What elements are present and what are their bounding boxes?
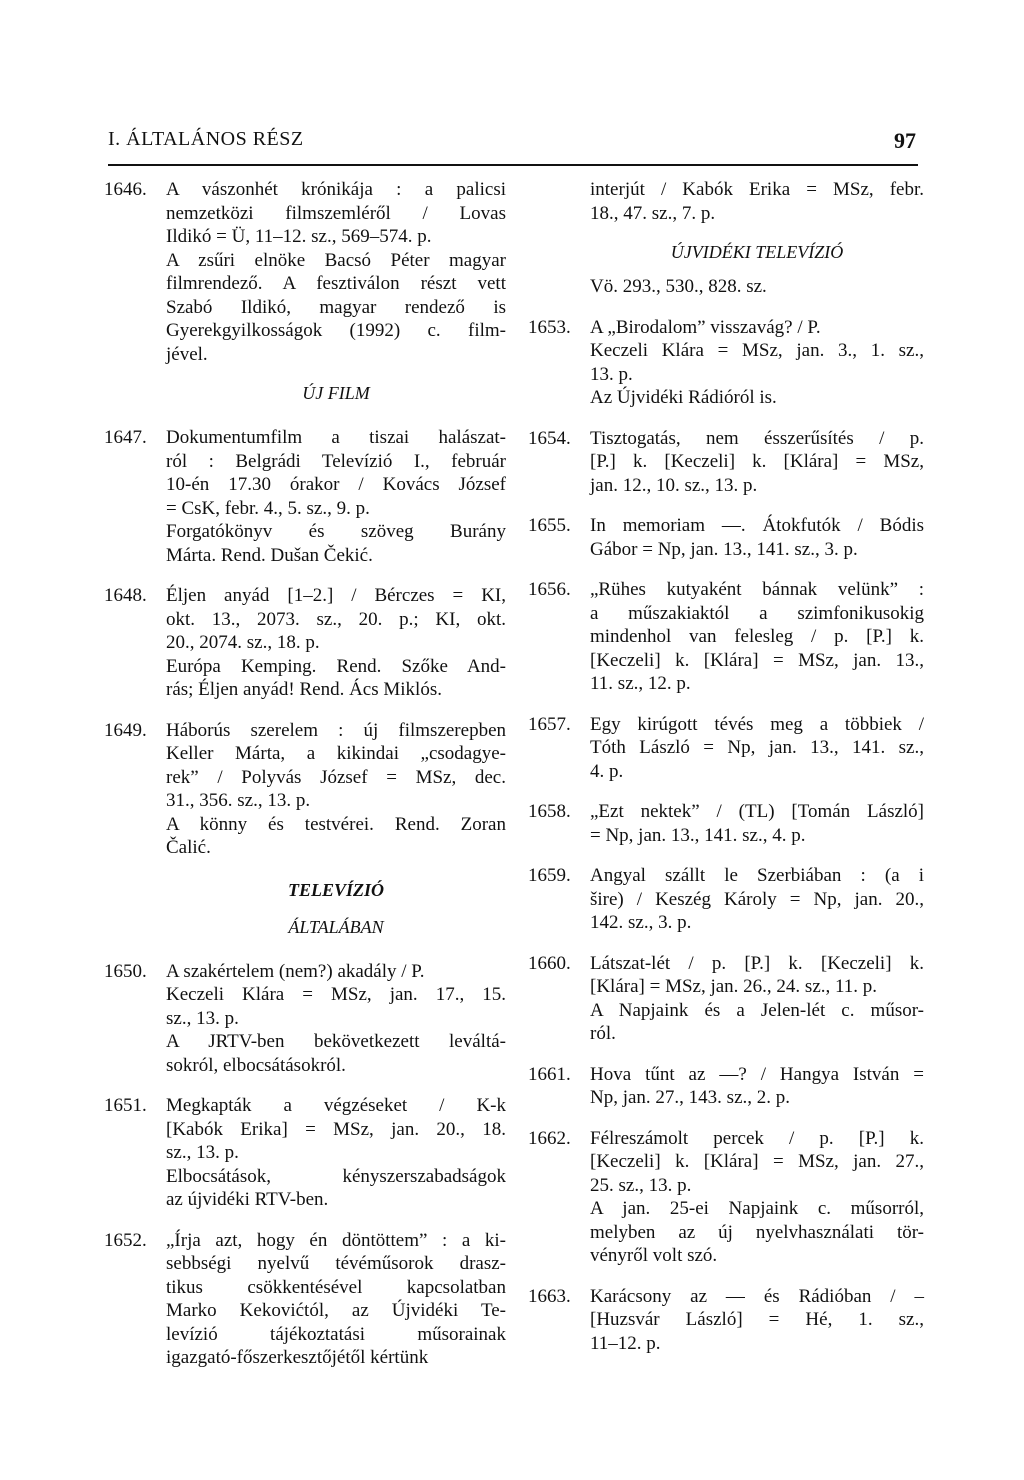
entry-line: rek” / Polyvás József = MSz, dec. bbox=[166, 766, 506, 788]
entry-line: melyben az új nyelvhasználati tör- bbox=[590, 1221, 924, 1243]
entry-line: Forgatókönyv és szöveg Burány bbox=[166, 521, 506, 542]
entry-line: [Huzsvár László] = Hé, 1. sz., bbox=[590, 1309, 924, 1330]
entry-continuation bbox=[590, 275, 924, 299]
entry-number: 1658. bbox=[528, 801, 571, 822]
entry-line: Marko Kekovićtól, az Újvidéki Te- bbox=[166, 1300, 506, 1321]
entry-number: 1653. bbox=[528, 316, 571, 338]
entry-line: jan. 12., 10. sz., 13. p. bbox=[590, 474, 758, 496]
bibliography-entry bbox=[104, 719, 506, 860]
bibliography-entry bbox=[104, 426, 506, 567]
entry-line: Tóth László = Np, jan. 13., 141. sz., bbox=[590, 737, 924, 758]
right-column bbox=[528, 178, 924, 1372]
entry-line: „Írja azt, hogy én döntöttem” : a ki- bbox=[166, 1229, 506, 1251]
entry-line: A Napjaink és a Jelen-lét c. műsor- bbox=[590, 999, 924, 1021]
running-header bbox=[108, 128, 918, 166]
entry-number: 1663. bbox=[528, 1285, 571, 1307]
entry-number: 1646. bbox=[104, 179, 147, 200]
entry-text bbox=[166, 584, 506, 702]
left-column bbox=[104, 178, 506, 1387]
entry-line: Megkapták a végzéseket / K-k bbox=[166, 1095, 506, 1116]
entry-line: Egy kirúgott tévés meg a többiek / bbox=[590, 713, 924, 735]
section-heading-main: TELEVÍZIÓ bbox=[287, 879, 384, 900]
section-subheading: ÚJVIDÉKI TELEVÍZIÓ bbox=[670, 242, 844, 262]
entry-line: Az Újvidéki Rádióról is. bbox=[590, 387, 777, 408]
bibliography-entry bbox=[528, 713, 924, 784]
entry-line: Éljen anyád [1–2.] / Bérczes = KI, bbox=[166, 585, 506, 606]
entry-number: 1657. bbox=[528, 713, 571, 735]
entry-line: Gyerekgyilkosságok (1992) c. film- bbox=[166, 320, 506, 341]
entry-line: levízió tájékoztatási műsorainak bbox=[166, 1323, 506, 1345]
entry-line: Szabó Ildikó, magyar rendező is bbox=[166, 296, 506, 318]
bibliography-entry bbox=[528, 1127, 924, 1268]
entry-line: Keller Márta, a kikindai „csodagye- bbox=[166, 743, 506, 764]
section-heading: ÚJ FILM bbox=[302, 383, 370, 403]
entry-number: 1650. bbox=[104, 960, 147, 982]
bibliography-entry bbox=[528, 1063, 924, 1110]
bibliography-entry bbox=[528, 1285, 924, 1356]
entry-line: [Kabók Erika] = MSz, jan. 20., 18. bbox=[166, 1118, 506, 1140]
entry-line: okt. 13., 2073. sz., 20. p.; KI, okt. bbox=[166, 608, 506, 630]
entry-text bbox=[166, 719, 506, 860]
entry-text bbox=[590, 578, 924, 696]
entry-line: sebbségi nyelvű tévéműsorok drasz- bbox=[166, 1253, 506, 1274]
entry-line: 10-én 17.30 órakor / Kovács József bbox=[166, 474, 506, 495]
bibliography-entry bbox=[104, 960, 506, 1078]
entry-line: A vászonhét krónikája : a palicsi bbox=[166, 179, 506, 200]
entry-line: Elbocsátások, kényszerszabadságok bbox=[166, 1165, 506, 1187]
entry-line: igazgató-főszerkesztőjétől kértünk bbox=[166, 1347, 429, 1368]
entry-line: jével. bbox=[166, 343, 208, 365]
bibliography-entry bbox=[104, 178, 506, 366]
entry-line: 13. p. bbox=[590, 363, 633, 385]
entry-line: sz., 13. p. bbox=[166, 1007, 239, 1029]
bibliography-entry bbox=[104, 1094, 506, 1212]
entry-line: az újvidéki RTV-ben. bbox=[166, 1189, 329, 1210]
entry-line: 11. sz., 12. p. bbox=[590, 673, 691, 694]
bibliography-entry bbox=[528, 578, 924, 696]
entry-line: sz., 13. p. bbox=[166, 1142, 239, 1163]
entry-text bbox=[590, 713, 924, 784]
entry-line: nemzetközi filmszemléről / Lovas bbox=[166, 202, 506, 224]
entry-text bbox=[590, 316, 924, 410]
entry-text bbox=[590, 427, 924, 498]
entry-line: 11–12. p. bbox=[590, 1332, 661, 1354]
entry-line: šire) / Keszég Károly = Np, jan. 20., bbox=[590, 888, 924, 910]
bibliography-entry bbox=[528, 800, 924, 847]
entry-number: 1656. bbox=[528, 579, 571, 600]
entry-line: Keczeli Klára = MSz, jan. 17., 15. bbox=[166, 984, 506, 1005]
entry-line: = Np, jan. 13., 141. sz., 4. p. bbox=[590, 824, 806, 846]
entry-line: 20., 2074. sz., 18. p. bbox=[166, 632, 320, 653]
bibliography-entry bbox=[528, 427, 924, 498]
entry-number: 1647. bbox=[104, 427, 147, 448]
bibliography-entry bbox=[104, 584, 506, 702]
entry-line: sokról, elbocsátásokról. bbox=[166, 1054, 346, 1076]
section-subheading: ÁLTALÁBAN bbox=[288, 916, 384, 937]
entry-line: Hova tűnt az —? / Hangya István = bbox=[590, 1063, 924, 1085]
entry-line: A JRTV-ben bekövetkezett leváltá- bbox=[166, 1031, 506, 1052]
entry-line: Karácsony az — és Rádióban / – bbox=[590, 1285, 924, 1307]
entry-line: 31., 356. sz., 13. p. bbox=[166, 790, 311, 811]
entry-line: Čalić. bbox=[166, 837, 211, 858]
entry-line: A szakértelem (nem?) akadály / P. bbox=[166, 960, 425, 982]
entry-line: ról. bbox=[590, 1023, 616, 1044]
bibliography-entry bbox=[528, 316, 924, 410]
entry-line: [P.] k. [Keczeli] k. [Klára] = MSz, bbox=[590, 451, 924, 472]
entry-line: Np, jan. 27., 143. sz., 2. p. bbox=[590, 1087, 791, 1108]
entry-text bbox=[166, 1229, 506, 1370]
entry-line: Háborús szerelem : új filmszerepben bbox=[166, 719, 506, 741]
entry-text bbox=[166, 960, 506, 1078]
entry-line: Európa Kemping. Rend. Szőke And- bbox=[166, 655, 506, 677]
entry-line: filmrendező. A fesztiválon részt vett bbox=[166, 273, 506, 294]
entry-line: Márta. Rend. Dušan Čekić. bbox=[166, 544, 373, 566]
entry-line: interjút / Kabók Erika = MSz, febr. bbox=[590, 179, 924, 200]
bibliography-entry bbox=[528, 952, 924, 1046]
entry-line: vényről volt szó. bbox=[590, 1245, 718, 1266]
entry-line: „Rühes kutyaként bánnak velünk” : bbox=[590, 579, 924, 600]
entry-line: Keczeli Klára = MSz, jan. 3., 1. sz., bbox=[590, 340, 924, 361]
entry-number: 1660. bbox=[528, 952, 571, 974]
entry-text bbox=[166, 1094, 506, 1212]
entry-number: 1651. bbox=[104, 1095, 147, 1116]
entry-line: A könny és testvérei. Rend. Zoran bbox=[166, 813, 506, 835]
entry-line: Angyal szállt le Szerbiában : (a i bbox=[590, 865, 924, 886]
entry-line: tikus csökkentésével kapcsolatban bbox=[166, 1276, 506, 1298]
bibliography-entry bbox=[528, 514, 924, 561]
entry-number: 1661. bbox=[528, 1063, 571, 1085]
entry-line: a műszakiaktól a szimfonikusokig bbox=[590, 602, 924, 624]
entry-text bbox=[166, 426, 506, 567]
page-number: 97 bbox=[894, 128, 916, 153]
entry-number: 1662. bbox=[528, 1127, 571, 1149]
bibliography-entry bbox=[104, 1229, 506, 1370]
entry-number: 1659. bbox=[528, 865, 571, 886]
entry-line: Dokumentumfilm a tiszai halászat- bbox=[166, 427, 506, 448]
entry-text bbox=[590, 1127, 924, 1268]
entry-number: 1648. bbox=[104, 585, 147, 606]
entry-line: 25. sz., 13. p. bbox=[590, 1174, 692, 1196]
entry-line: [Keczeli] k. [Klára] = MSz, jan. 13., bbox=[590, 649, 924, 671]
entry-text bbox=[590, 952, 924, 1046]
entry-line: Ildikó = Ü, 11–12. sz., 569–574. p. bbox=[166, 226, 432, 247]
entry-text bbox=[590, 1285, 924, 1356]
bibliography-entry bbox=[528, 864, 924, 935]
entry-line: „Ezt nektek” / (TL) [Tomán László] bbox=[590, 801, 924, 822]
entry-number: 1649. bbox=[104, 719, 147, 741]
header-section-title: I. ÁLTALÁNOS RÉSZ bbox=[108, 128, 304, 150]
entry-text bbox=[590, 1063, 924, 1110]
entry-number: 1655. bbox=[528, 515, 571, 536]
entry-line: Tisztogatás, nem ésszerűsítés / p. bbox=[590, 427, 924, 449]
entry-line: Vö. 293., 530., 828. sz. bbox=[590, 276, 767, 297]
entry-text bbox=[590, 514, 924, 561]
entry-line: In memoriam —. Átokfutók / Bódis bbox=[590, 515, 924, 536]
entry-number: 1652. bbox=[104, 1229, 147, 1251]
entry-line: A jan. 25-ei Napjaink c. műsorról, bbox=[590, 1198, 924, 1219]
entry-line: Gábor = Np, jan. 13., 141. sz., 3. p. bbox=[590, 538, 858, 560]
entry-number: 1654. bbox=[528, 427, 571, 449]
entry-text bbox=[590, 800, 924, 847]
entry-line: [Keczeli] k. [Klára] = MSz, jan. 27., bbox=[590, 1151, 924, 1172]
entry-line: Látszat-lét / p. [P.] k. [Keczeli] k. bbox=[590, 952, 924, 974]
entry-line: = CsK, febr. 4., 5. sz., 9. p. bbox=[166, 497, 370, 519]
entry-continuation bbox=[590, 178, 924, 225]
entry-line: ról : Belgrádi Televízió I., február bbox=[166, 450, 506, 472]
entry-line: [Klára] = MSz, jan. 26., 24. sz., 11. p. bbox=[590, 976, 878, 997]
entry-line: A zsűri elnöke Bacsó Péter magyar bbox=[166, 249, 506, 271]
entry-text bbox=[166, 178, 506, 366]
entry-line: mindenhol van felesleg / p. [P.] k. bbox=[590, 626, 924, 647]
entry-line: 142. sz., 3. p. bbox=[590, 912, 692, 933]
entry-line: rás; Éljen anyád! Rend. Ács Miklós. bbox=[166, 679, 442, 700]
entry-line: 4. p. bbox=[590, 760, 624, 782]
entry-line: 18., 47. sz., 7. p. bbox=[590, 202, 716, 224]
entry-line: A „Birodalom” visszavág? / P. bbox=[590, 316, 821, 338]
entry-line: Félreszámolt percek / p. [P.] k. bbox=[590, 1127, 924, 1149]
entry-text bbox=[590, 864, 924, 935]
